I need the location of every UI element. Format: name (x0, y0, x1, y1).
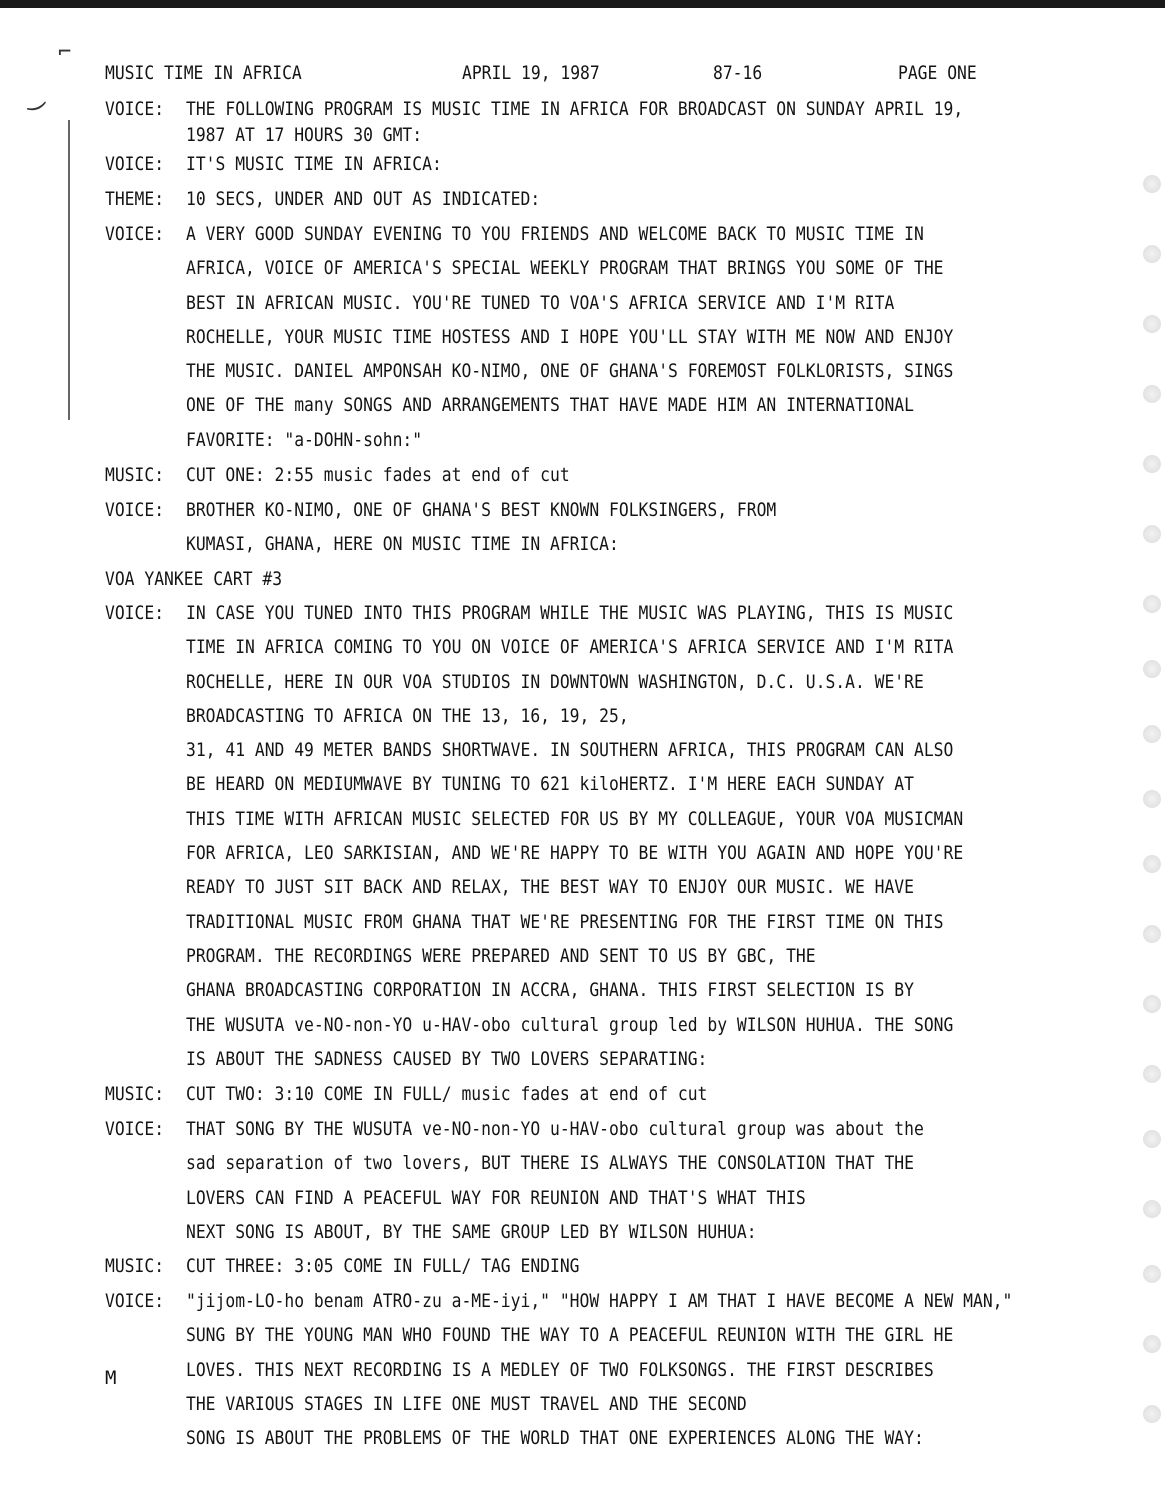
punch-hole (1143, 525, 1161, 543)
entry-label: MUSIC: (105, 464, 165, 486)
punch-hole (1143, 855, 1161, 873)
entry-text: CUT TWO: 3:10 COME IN FULL/ music fades at end of cut (186, 1083, 708, 1105)
script-entry (105, 458, 1115, 492)
punch-hole (1143, 790, 1161, 808)
header-program: MUSIC TIME IN AFRICA (105, 62, 302, 84)
entry-text: IT'S MUSIC TIME IN AFRICA: (186, 153, 442, 175)
margin-pen-mark: ⌐ (58, 40, 72, 65)
script-entry (105, 1284, 1115, 1455)
entry-label: VOICE: (105, 1290, 165, 1312)
script-entry (105, 562, 1115, 596)
entry-text: CUT THREE: 3:05 COME IN FULL/ TAG ENDING (186, 1255, 580, 1277)
punch-hole (1143, 385, 1161, 403)
entry-label: VOICE: (105, 499, 165, 521)
entry-label: VOICE: (105, 153, 165, 175)
script-entry (105, 1077, 1115, 1111)
entry-text: "jijom-LO-ho benam ATRO-zu a-ME-iyi," "HOW HAPPY I AM THAT I HAVE BECOME A NEW MAN," SUNG BY THE YOUNG MAN WHO FOUND THE WAY TO A PEACEFUL REUNION WITH THE GIRL HE LOVES. THIS NEXT RECORDING IS A MEDLEY OF TWO FOLKSONGS. THE FIRST DESCRIBES THE VARIOUS STAGES IN LIFE ONE MUST TRAVEL AND THE SECOND SONG IS ABOUT THE PROBLEMS OF THE WORLD THAT ONE EXPERIENCES ALONG THE WAY: (186, 1290, 1013, 1450)
punch-hole (1143, 595, 1161, 613)
header-date: APRIL 19, 1987 (462, 62, 600, 84)
punch-hole (1143, 1200, 1161, 1218)
punch-hole (1143, 1130, 1161, 1148)
entry-label: VOICE: (105, 602, 165, 624)
entry-text: THE FOLLOWING PROGRAM IS MUSIC TIME IN AFRICA FOR BROADCAST ON SUNDAY APRIL 19, 1987 AT 17 HOURS 30 GMT: (186, 98, 964, 146)
entry-text: THAT SONG BY THE WUSUTA ve-NO-non-YO u-HAV-obo cultural group was about the sad separation of two lovers, BUT THERE IS ALWAYS THE CONSOLATION THAT THE LOVERS CAN FIND A PEACEFUL WAY FOR REUNION AND THAT'S WHAT THIS NEXT SONG IS ABOUT, BY THE SAME GROUP LED BY WILSON HUHUA: (186, 1118, 924, 1243)
script-entry (105, 1112, 1115, 1249)
punch-hole (1143, 315, 1161, 333)
script-entry (105, 596, 1115, 1076)
script-entry (105, 493, 1115, 562)
entry-label: VOICE: (105, 98, 165, 120)
margin-pen-mark: ) (22, 96, 51, 119)
margin-letter-row (105, 1361, 145, 1395)
entry-text: IN CASE YOU TUNED INTO THIS PROGRAM WHILE THE MUSIC WAS PLAYING, THIS IS MUSIC TIME IN AFRICA COMING TO YOU ON VOICE OF AMERICA'S AFRICA SERVICE AND I'M RITA ROCHELLE, HERE IN OUR VOA STUDIOS IN DOWNTOWN WASHINGTON, D.C. U.S.A. WE'RE BROADCASTING TO AFRICA ON THE 13, 16, 19, 25, 31, 41 AND 49 METER BANDS SHORTWAVE. IN SOUTHERN AFRICA, THIS PROGRAM CAN ALSO BE HEARD ON MEDIUMWAVE BY TUNING TO 621 kiloHERTZ. I'M HERE EACH SUNDAY AT THIS TIME WITH AFRICAN MUSIC SELECTED FOR US BY MY COLLEAGUE, YOUR VOA MUSICMAN FOR AFRICA, LEO SARKISIAN, AND WE'RE HAPPY TO BE WITH YOU AGAIN AND HOPE YOU'RE READY TO JUST SIT BACK AND RELAX, THE BEST WAY TO ENJOY OUR MUSIC. WE HAVE TRADITIONAL MUSIC FROM GHANA THAT WE'RE PRESENTING FOR THE FIRST TIME ON THIS PROGRAM. THE RECORDINGS WERE PREPARED AND SENT TO US BY GBC, THE GHANA BROADCASTING CORPORATION IN ACCRA, GHANA. THIS FIRST SELECTION IS BY THE WUSUTA ve-NO-non-YO u-HAV-obo cultural group led by WILSON HUHUA. THE SONG IS ABOUT THE SADNESS CAUSED BY TWO LOVERS SEPARATING: (186, 602, 964, 1070)
margin-letter: M (105, 1367, 117, 1389)
script-entry (105, 96, 1115, 148)
punch-hole (1143, 725, 1161, 743)
scan-top-edge (0, 0, 1165, 8)
entry-label: MUSIC: (105, 1083, 165, 1105)
entry-label: VOICE: (105, 223, 165, 245)
entry-label: VOICE: (105, 1118, 165, 1140)
punch-hole (1143, 925, 1161, 943)
script-entry (105, 182, 1115, 216)
entry-label: MUSIC: (105, 1255, 165, 1277)
script-entry (105, 1249, 1115, 1283)
entry-label: THEME: (105, 188, 165, 210)
punch-hole (1143, 660, 1161, 678)
script-entry (105, 217, 1115, 457)
entry-text: A VERY GOOD SUNDAY EVENING TO YOU FRIENDS AND WELCOME BACK TO MUSIC TIME IN AFRICA, VOICE OF AMERICA'S SPECIAL WEEKLY PROGRAM THAT BRINGS YOU SOME OF THE BEST IN AFRICAN MUSIC. YOU'RE TUNED TO VOA'S AFRICA SERVICE AND I'M RITA ROCHELLE, YOUR MUSIC TIME HOSTESS AND I HOPE YOU'LL STAY WITH ME NOW AND ENJOY THE MUSIC. DANIEL AMPONSAH KO-NIMO, ONE OF GHANA'S FOREMOST FOLKLORISTS, SINGS ONE OF THE many SONGS AND ARRANGEMENTS THAT HAVE MADE HIM AN INTERNATIONAL FAVORITE: "a-DOHN-sohn:" (186, 223, 954, 451)
header-page: PAGE ONE (898, 62, 977, 84)
punch-hole (1143, 1065, 1161, 1083)
cart-cue: VOA YANKEE CART #3 (105, 568, 283, 590)
punch-hole (1143, 1265, 1161, 1283)
entry-text: BROTHER KO-NIMO, ONE OF GHANA'S BEST KNOWN FOLKSINGERS, FROM KUMASI, GHANA, HERE ON MUSIC TIME IN AFRICA: (186, 499, 777, 556)
entry-text: CUT ONE: 2:55 music fades at end of cut (186, 464, 570, 486)
punch-hole (1143, 455, 1161, 473)
margin-pen-line (68, 120, 70, 420)
punch-hole (1143, 995, 1161, 1013)
entry-text: 10 SECS, UNDER AND OUT AS INDICATED: (186, 188, 541, 210)
script-entry (105, 147, 1115, 181)
header-number: 87-16 (713, 62, 763, 84)
punch-hole (1143, 175, 1161, 193)
punch-hole (1143, 245, 1161, 263)
punch-hole (1143, 1405, 1161, 1423)
punch-hole (1143, 1335, 1161, 1353)
